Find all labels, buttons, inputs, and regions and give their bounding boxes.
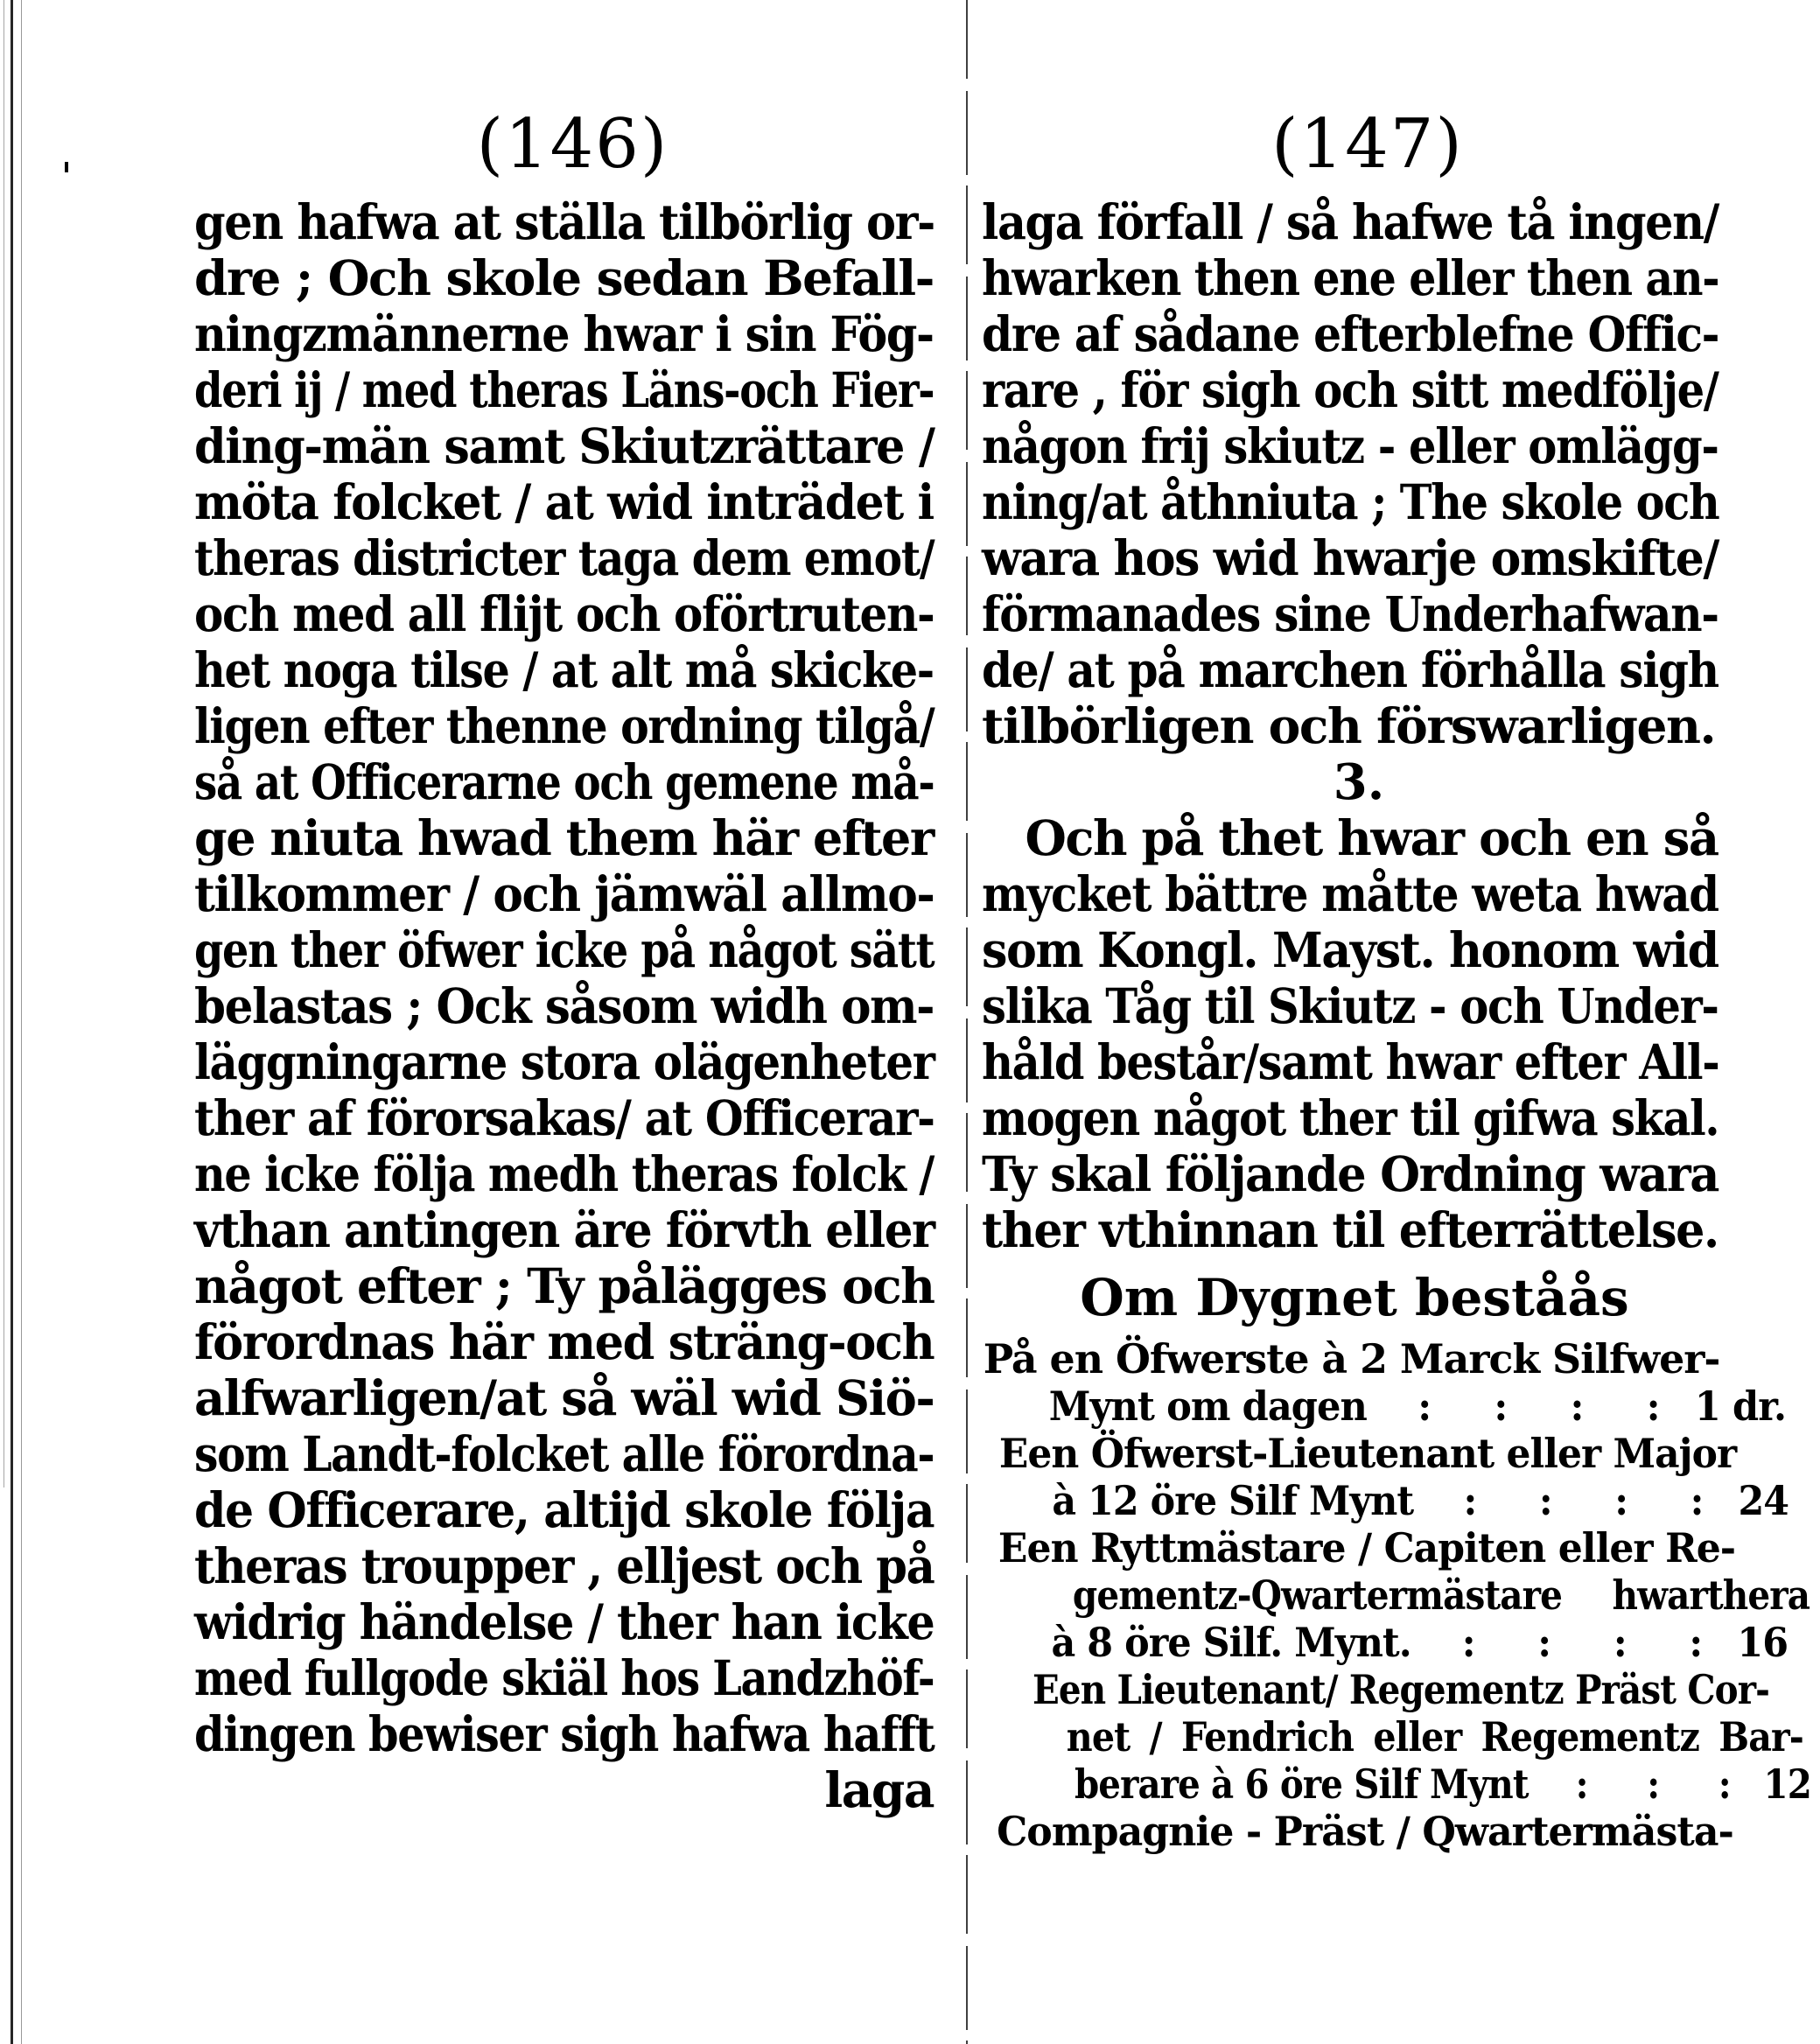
rate-value: 1 dr. <box>1694 1382 1787 1430</box>
leader-dots: : : : <box>1575 1760 1754 1808</box>
text-line: läggningarne stora olägenheter <box>194 1033 934 1090</box>
right-page-body-text <box>982 194 1718 754</box>
rate-row <box>998 1524 1735 1572</box>
text-line: laga förfall / så hafwe tå ingen/ <box>982 193 1718 250</box>
rate-row <box>1027 1713 1803 1760</box>
right-page <box>982 105 1811 1855</box>
text-line: förmanades sine Underhafwan- <box>982 585 1718 642</box>
text-line: tilbörligen och förswarligen. <box>982 697 1716 754</box>
text-line: mogen något ther til gifwa skal. <box>982 1089 1719 1146</box>
rate-label: Een Öfwerst-Lieutenant eller Major <box>998 1430 1737 1477</box>
text-line: deri ij / med theras Läns-och Fier- <box>194 361 934 418</box>
rate-row <box>1032 1666 1769 1713</box>
text-line: som Landt-folcket alle förordna- <box>194 1425 934 1482</box>
page-number-left: (146) <box>476 105 669 184</box>
text-line: dre af sådane efterblefne Offic- <box>982 305 1719 362</box>
rates-heading: Om Dygnet beståås <box>1080 1268 1629 1327</box>
text-line: ningzmännerne hwar i sin Fög- <box>194 305 934 362</box>
text-line: med fullgode skiäl hos Landzhöf- <box>194 1649 934 1706</box>
text-line: förordnas här med sträng-och <box>194 1313 934 1370</box>
rate-row <box>1034 1572 1810 1619</box>
rate-row <box>1008 1382 1786 1430</box>
text-line: het noga tilse / at alt må skicke- <box>194 641 934 698</box>
binding-edge-shadow-inner <box>21 0 22 2044</box>
rate-value: 24 <box>1738 1477 1789 1524</box>
text-line: wara hos wid hwarje omskifte/ <box>982 529 1718 586</box>
text-line: gen hafwa at ställa tilbörlig or- <box>194 193 934 250</box>
rate-row <box>984 1335 1720 1382</box>
text-line: tilkommer / och jämwäl allmo- <box>194 865 934 922</box>
rate-label: Een Lieutenant/ Regementz Präst Cor- <box>1032 1666 1770 1713</box>
text-line: theras troupper , elljest och på <box>194 1537 934 1594</box>
rate-label: Compagnie - Präst / Qwartermästa- <box>997 1808 1733 1855</box>
text-line: ther vthinnan til efterrättelse. <box>982 1201 1718 1258</box>
rate-label: berare à 6 öre Silf Mynt <box>1074 1760 1529 1808</box>
rate-row <box>1036 1760 1811 1808</box>
text-line: slika Tåg til Skiutz - och Under- <box>982 977 1718 1034</box>
text-line: gen ther öfwer icke på något sätt <box>194 921 934 978</box>
binding-edge-rule <box>10 0 13 2044</box>
rate-row <box>997 1808 1733 1855</box>
text-line: och med all flijt och oförtruten- <box>194 585 934 642</box>
section-number: 3. <box>1333 753 1385 811</box>
text-line: mycket bättre måtte weta hwad <box>982 865 1718 922</box>
rate-row <box>999 1430 1736 1477</box>
rate-row <box>1012 1477 1788 1524</box>
text-line: widrig händelse / ther han icke <box>194 1593 934 1650</box>
text-line: belastas ; Ock såsom widh om- <box>194 977 934 1034</box>
text-line: ning/at åthniuta ; The skole och <box>982 473 1719 530</box>
text-line: Och på thet hwar och en så <box>1025 809 1718 866</box>
text-line: de/ at på marchen förhålla sigh <box>982 641 1718 698</box>
text-line: ge niuta hwad them här efter <box>194 809 934 866</box>
text-line: Ty skal följande Ordning wara <box>982 1145 1719 1202</box>
rate-label: Mynt om dagen <box>1048 1382 1367 1430</box>
text-line: dre ; Och skole sedan Befall- <box>194 249 934 306</box>
rate-label: à 12 öre Silf Mynt <box>1052 1477 1414 1524</box>
page-gutter-divider <box>966 0 968 2044</box>
rate-value: 12 <box>1763 1760 1811 1808</box>
text-line: ligen efter thenne ordning tilgå/ <box>194 697 934 754</box>
margin-speck <box>65 162 68 172</box>
text-line: håld består/samt hwar efter All- <box>982 1033 1719 1090</box>
rate-value: 16 <box>1737 1619 1788 1666</box>
leader-dots: : : : : <box>1418 1382 1685 1430</box>
rate-label: På en Öfwerste à 2 Marck Silfwer- <box>983 1335 1720 1382</box>
left-page-body-text <box>194 194 934 1818</box>
text-line: ne icke följa medh theras folck / <box>194 1145 934 1202</box>
leader-dots: : : : : <box>1463 1477 1729 1524</box>
text-line: rare , för sigh och sitt medfölje/ <box>982 361 1718 418</box>
rate-row <box>1011 1619 1788 1666</box>
text-line: möta folcket / at wid inträdet i <box>194 473 934 530</box>
text-line: någon frij skiutz - eller omlägg- <box>982 417 1718 474</box>
text-line: alfwarligen/at så wäl wid Siö- <box>194 1369 934 1426</box>
text-line: ding-män samt Skiutzrättare / <box>194 417 934 474</box>
text-line: de Officerare, altijd skole följa <box>194 1481 934 1538</box>
text-line: som Kongl. Mayst. honom wid <box>982 921 1718 978</box>
text-line: theras districter taga dem emot/ <box>194 529 934 586</box>
section-3-text <box>982 810 1718 1258</box>
text-line: vthan antingen äre förvth eller <box>194 1201 934 1258</box>
text-line: något efter ; Ty pålägges och <box>194 1257 934 1314</box>
text-line: så at Officerarne och gemene må- <box>194 753 934 810</box>
leader-dots: : : : : <box>1461 1619 1728 1666</box>
rate-label: gementz-Qwartermästare hwarthera <box>1072 1572 1810 1619</box>
rate-label: à 8 öre Silf. Mynt. <box>1051 1619 1411 1666</box>
text-line: dingen bewiser sigh hafwa hafft <box>194 1705 934 1762</box>
daily-rates-table <box>982 1335 1811 1855</box>
rate-label: net / Fendrich eller Regementz Bar- <box>1066 1713 1803 1760</box>
catchword: laga <box>824 1761 934 1818</box>
page-number-right: (147) <box>1271 105 1464 184</box>
text-line: ther af förorsakas/ at Officerar- <box>194 1089 934 1146</box>
text-line: hwarken then ene eller then an- <box>982 249 1719 306</box>
rate-label: Een Ryttmästare / Capiten eller Re- <box>998 1524 1736 1572</box>
left-page <box>194 105 934 1818</box>
